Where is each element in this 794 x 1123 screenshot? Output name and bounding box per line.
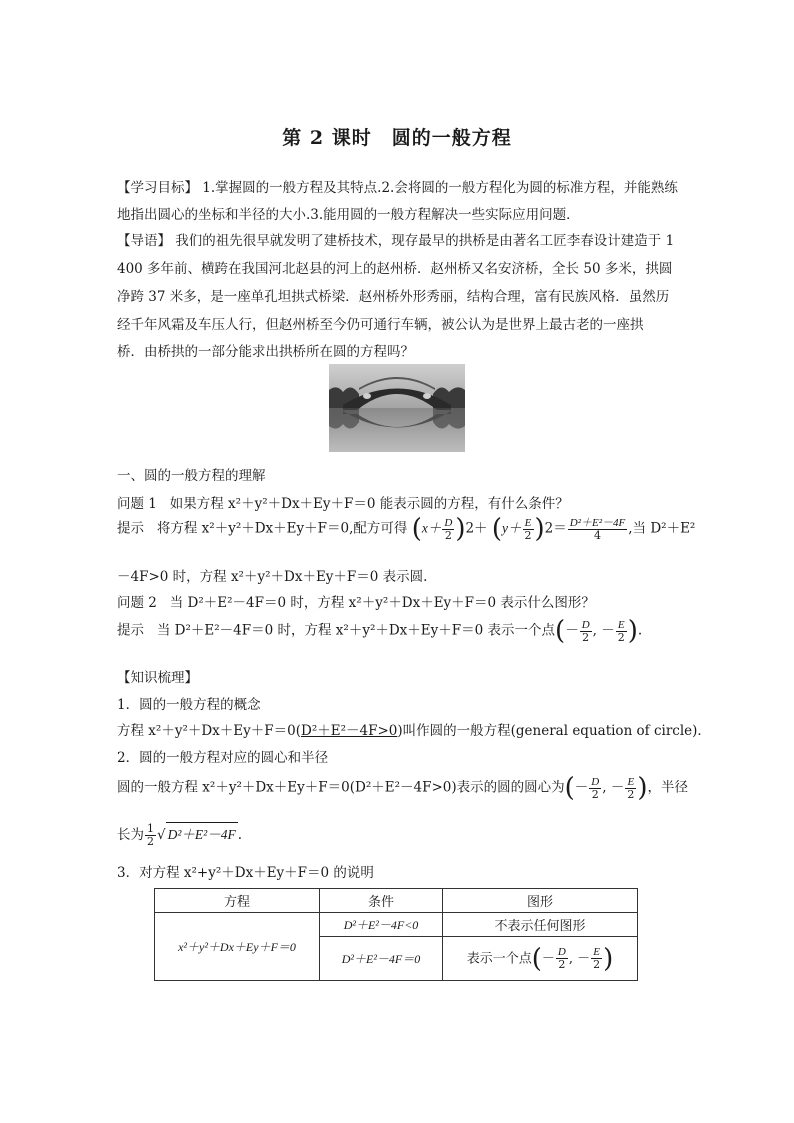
table-header-row bbox=[155, 889, 638, 913]
objectives-text-1: 1.掌握圆的一般方程及其特点.2.会将圆的一般方程化为圆的标准方程，并能熟练 bbox=[202, 180, 678, 196]
fraction-rhs: $\frac{\text{D²＋E²－4F}}{4}$ bbox=[569, 516, 626, 542]
intro-line-5: 桥．由桥拱的一部分能求出拱桥所在圆的方程吗？ bbox=[117, 344, 414, 360]
paren-open: ( bbox=[491, 514, 503, 544]
objectives-line-2: 地指出圆心的坐标和半径的大小.3.能用圆的一般方程解决一些实际应用问题． bbox=[117, 207, 580, 223]
question-1-text: 如果方程 x²＋y²＋Dx＋Ey＋F＝0 能表示圆的方程，有什么条件？ bbox=[169, 496, 569, 512]
question-2-label: 问题 2 bbox=[117, 595, 157, 611]
condition-underline: D²＋E²－4F>0 bbox=[301, 723, 398, 739]
equation-cell: x²＋y²＋Dx＋Ey＋F＝0 bbox=[155, 913, 320, 981]
objectives-label: 【学习目标】 bbox=[117, 180, 198, 196]
intro-line-1 bbox=[117, 229, 674, 249]
knowledge-2-body: 圆的一般方程 x²＋y²＋Dx＋Ey＋F＝0(D²＋E²－4F>0)表示的圆的圆心为(－ $\frac{D}{2}$ , － $\frac{E}{2}$ )，半径 bbox=[117, 773, 688, 803]
paren-close: ) bbox=[627, 616, 638, 646]
knowledge-1-heading: 1．圆的一般方程的概念 bbox=[117, 697, 261, 713]
knowledge-2-radius: 长为 $\frac{1}{2}$ √ D²＋E²－4F . bbox=[117, 822, 242, 848]
paren-close: ) bbox=[455, 514, 466, 544]
fraction-e-over-2: $\frac{E}{2}$ bbox=[593, 946, 601, 971]
header-figure: 图形 bbox=[443, 889, 638, 913]
condition-cell: D²＋E²－4F＝0 bbox=[320, 937, 443, 981]
header-condition: 条件 bbox=[320, 889, 443, 913]
bridge-photo bbox=[329, 364, 465, 452]
hint-1-eq: 2＝ bbox=[544, 520, 567, 537]
section-heading-1: 一、圆的一般方程的理解 bbox=[117, 468, 266, 484]
equation-table bbox=[154, 888, 638, 981]
question-1-label: 问题 1 bbox=[117, 496, 157, 512]
hint-1-line-1 bbox=[117, 516, 695, 542]
knowledge-1-body: 方程 x²＋y²＋Dx＋Ey＋F＝0(D²＋E²－4F>0)叫作圆的一般方程(general equation of circle)． bbox=[117, 723, 711, 739]
fraction-e-over-2: $\frac{E}{2}$ bbox=[627, 775, 635, 801]
intro-line-4: 经千年风霜及车压人行，但赵州桥至今仍可通行车辆，被公认为是世界上最古老的一座拱 bbox=[117, 317, 644, 333]
objectives-line-1 bbox=[117, 176, 678, 196]
fraction-d-over-2: $\frac{D}{2}$ bbox=[557, 946, 566, 971]
knowledge-3-heading: 3．对方程 x²+y²＋Dx＋Ey＋F＝0 的说明 bbox=[117, 865, 374, 881]
header-equation: 方程 bbox=[155, 889, 320, 913]
figure-cell: 不表示任何图形 bbox=[443, 913, 638, 937]
paren-close: ) bbox=[534, 514, 545, 544]
table-row bbox=[155, 913, 638, 937]
paren-open: ( bbox=[555, 616, 566, 646]
hint-2-label: 提示 bbox=[117, 622, 144, 639]
fraction-one-half: $\frac{1}{2}$ bbox=[147, 822, 154, 848]
intro-label: 【导语】 bbox=[117, 233, 171, 249]
sqrt-sign: √ bbox=[157, 827, 166, 843]
page-title: 第 2 课时 圆的一般方程 bbox=[282, 127, 512, 149]
condition-cell: D²＋E²－4F<0 bbox=[320, 913, 443, 937]
knowledge-2-heading: 2．圆的一般方程对应的圆心和半径 bbox=[117, 750, 329, 766]
paren-close: ) bbox=[603, 943, 614, 974]
hint-1-label: 提示 bbox=[117, 520, 144, 537]
hint-1-y: y＋ bbox=[502, 520, 522, 536]
hint-1-pre: 将方程 x²＋y²＋Dx＋Ey＋F＝0,配方可得 bbox=[156, 520, 408, 537]
paren-open: ( bbox=[564, 773, 575, 803]
fraction-d-over-2: $\frac{D}{2}$ bbox=[591, 775, 600, 801]
fraction-d-over-2: $\frac{D}{2}$ bbox=[581, 618, 590, 644]
hint-1-line-2: －4F>0 时，方程 x²＋y²＋Dx＋Ey＋F＝0 表示圆. bbox=[117, 569, 428, 585]
paren-open: ( bbox=[411, 514, 422, 544]
question-2-text: 当 D²＋E²－4F＝0 时，方程 x²＋y²＋Dx＋Ey＋F＝0 表示什么图形？ bbox=[169, 595, 595, 611]
question-1 bbox=[117, 492, 569, 512]
hint-2: 提示 当 D²＋E²－4F＝0 时，方程 x²＋y²＋Dx＋Ey＋F＝0 表示一个点(－ $\frac{D}{2}$ , － $\frac{E}{2}$ ). bbox=[117, 616, 643, 646]
hint-1-post: ,当 D²＋E² bbox=[628, 520, 696, 537]
intro-text-1: 我们的祖先很早就发明了建桥技术，现存最早的拱桥是由著名工匠李春设计建造于 1 bbox=[175, 233, 675, 249]
knowledge-heading: 【知识梳理】 bbox=[117, 670, 198, 686]
hint-1-x: x＋ bbox=[421, 520, 442, 536]
figure-cell: 表示一个点(－ $\frac{D}{2}$ , － $\frac{E}{2}$ ) bbox=[443, 937, 638, 981]
paren-close: ) bbox=[637, 773, 648, 803]
question-2 bbox=[117, 591, 595, 611]
intro-line-3: 净跨 37 米多，是一座单孔坦拱式桥梁．赵州桥外形秀丽，结构合理，富有民族风格．虽然历 bbox=[117, 289, 670, 305]
fraction-e-over-2: $\frac{E}{2}$ bbox=[524, 516, 532, 542]
fraction-d-over-2: $\frac{D}{2}$ bbox=[444, 516, 453, 542]
hint-2-text: 当 D²＋E²－4F＝0 时，方程 x²＋y²＋Dx＋Ey＋F＝0 表示一个点 bbox=[156, 622, 556, 639]
fraction-e-over-2: $\frac{E}{2}$ bbox=[617, 618, 625, 644]
intro-line-2: 400 多年前、横跨在我国河北赵县的河上的赵州桥．赵州桥又名安济桥，全长 50 多米，拱圆 bbox=[117, 261, 673, 277]
hint-1-sq: 2＋ bbox=[465, 520, 488, 537]
paren-open: ( bbox=[531, 943, 542, 974]
sqrt-radicand: D²＋E²－4F bbox=[166, 822, 238, 843]
